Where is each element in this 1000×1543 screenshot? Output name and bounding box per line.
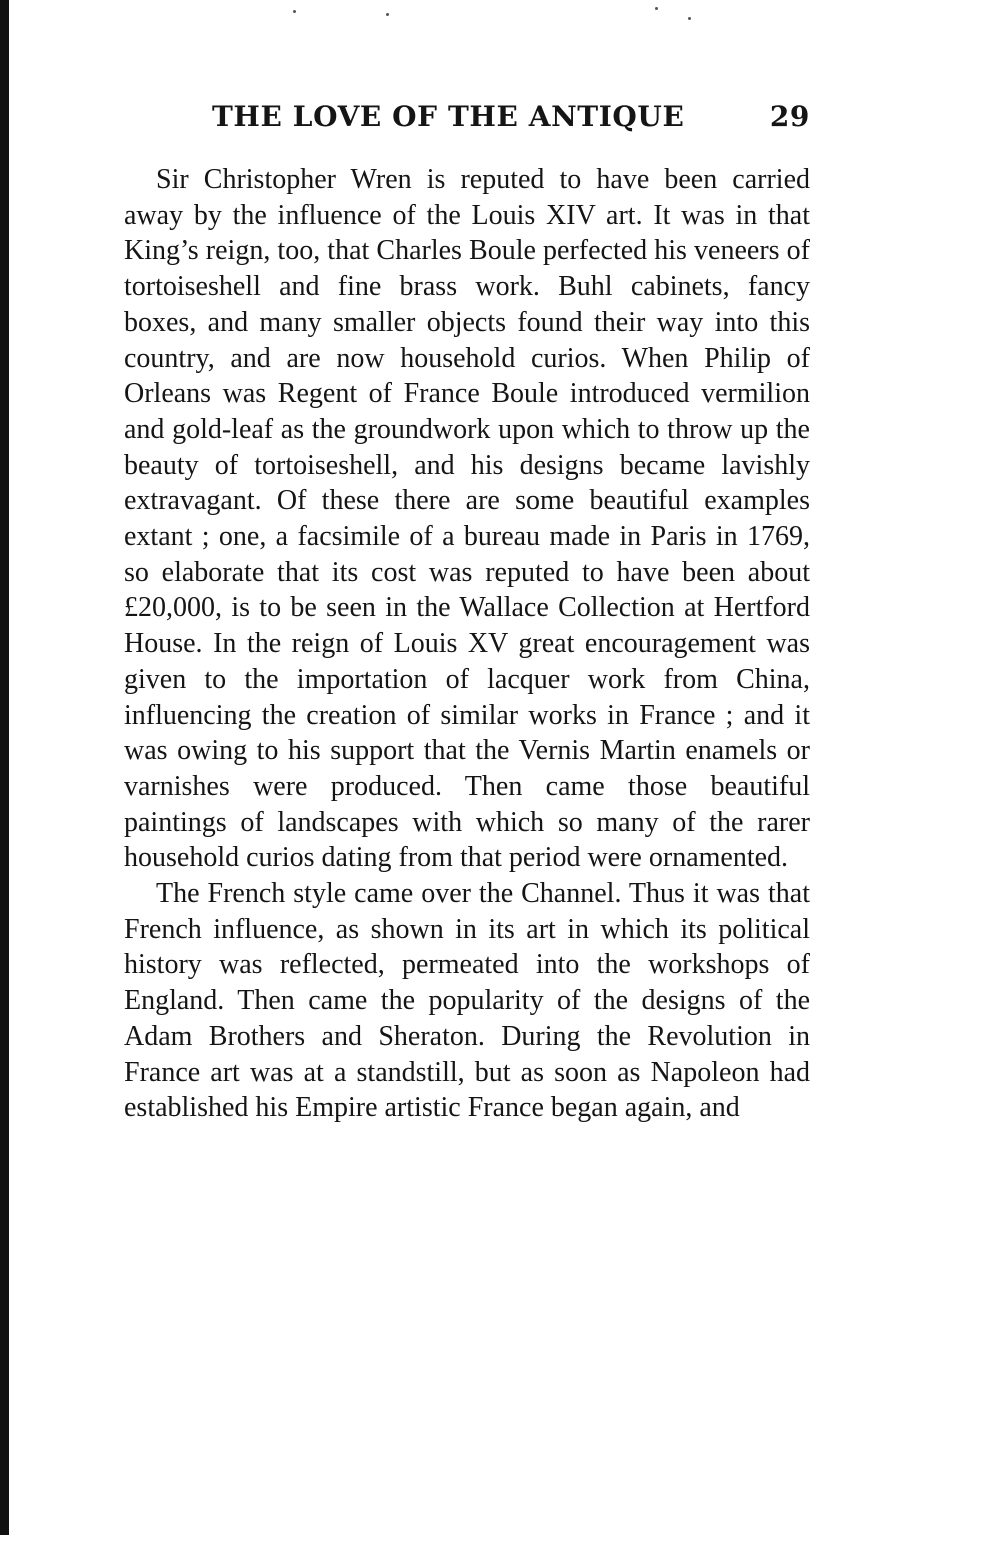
running-title: THE LOVE OF THE ANTIQUE [212,100,685,133]
paragraph: Sir Christopher Wren is reputed to have been carried away by the influence of the Louis XIV art. It was in that King’s reign, too, that Charles Boule perfected his veneers of tortoiseshell and fine brass work. Buhl cabinets, fancy boxes, and many smaller objects found their way into this country, and are now household curios. When Philip of Orleans was Regent of France Boule introduced vermilion and gold-leaf as the groundwork upon which to throw up the beauty of tortoiseshell, and his designs became lavishly extravagant. Of these there are some beautiful examples extant ; one, a facsimile of a bureau made in Paris in 1769, so elaborate that its cost was reputed to have been about £20,000, is to be seen in the Wallace Collection at Hertford House. In the reign of Louis XV great encouragement was given to the importation of lacquer work from China, influencing the creation of similar works in France ; and it was owing to his support that the Vernis Martin enamels or varnishes were produced. Then came those beautiful paintings of landscapes with which so many of the rarer household curios dating from that period were ornamented. [124,164,810,874]
print-speck [655,7,658,10]
running-head [212,100,810,140]
binding-edge-shadow [0,0,9,1535]
page-number: 29 [769,100,810,133]
print-speck [688,17,691,20]
print-speck [293,10,296,13]
print-speck [386,13,389,16]
body-text [124,162,810,1126]
paragraph: The French style came over the Channel. Thus it was that French influence, as shown in its art in which its political history was reflected, permeated into the workshops of England. Then came the popularity of the designs of the Adam Brothers and Sheraton. During the Revolution in France art was at a standstill, but as soon as Napoleon had established his Empire artistic France began again, and [124,878,810,1124]
